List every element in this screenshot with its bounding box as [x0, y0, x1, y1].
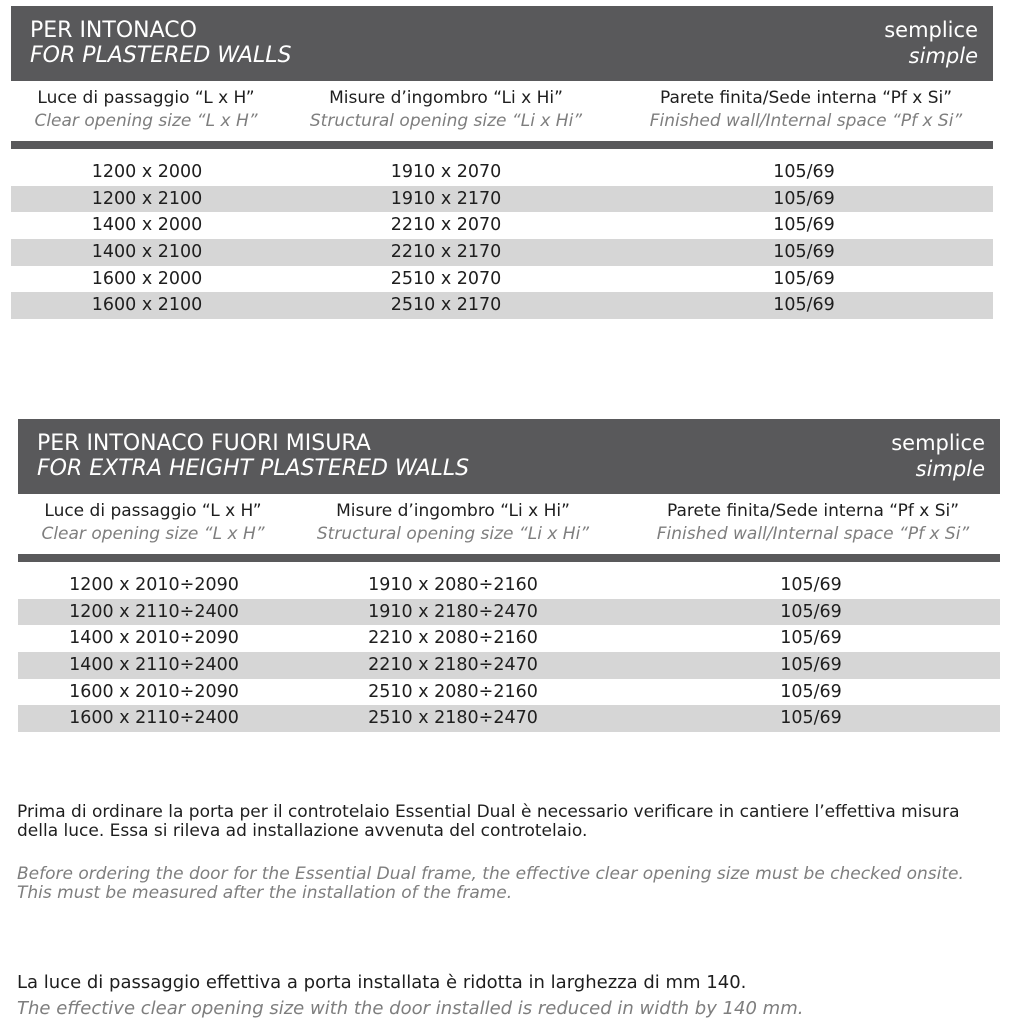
- header-en: Finished wall/Internal space “Pf x Si”: [649, 111, 963, 131]
- cell-clear-opening: 1200 x 2010÷2090: [69, 575, 239, 595]
- header-it: Misure d’ingombro “Li x Hi”: [336, 501, 570, 521]
- table-banner: [11, 6, 993, 81]
- table-row: [11, 292, 993, 319]
- cell-finished-wall: 105/69: [780, 681, 842, 702]
- header-it: Misure d’ingombro “Li x Hi”: [329, 88, 563, 108]
- table-title-it: PER INTONACO: [30, 18, 197, 43]
- column-header-structural-opening: [308, 500, 598, 545]
- table-body: [18, 572, 1000, 732]
- table-row: [11, 239, 993, 266]
- cell-structural-opening: 2210 x 2070: [390, 215, 502, 236]
- table-body: [11, 159, 993, 319]
- cell-finished-wall: 105/69: [773, 242, 835, 263]
- table-row: [11, 186, 993, 213]
- table-row: [11, 212, 993, 239]
- cell-finished-wall: 105/69: [780, 655, 842, 676]
- cell-structural-opening: 2210 x 2080÷2160: [368, 628, 538, 649]
- table-row: [18, 705, 1000, 732]
- cell-clear-opening: 1600 x 2010÷2090: [69, 681, 239, 702]
- note-reduction-it: La luce di passaggio effettiva a porta installata è ridotta in larghezza di mm 140.: [17, 972, 747, 993]
- cell-structural-opening: 1910 x 2070: [390, 162, 502, 182]
- header-divider: [11, 141, 993, 149]
- column-header-structural-opening: [301, 87, 591, 132]
- cell-structural-opening: 1910 x 2170: [390, 188, 502, 209]
- cell-finished-wall: 105/69: [780, 575, 842, 595]
- variant-label-en: simple: [915, 457, 985, 481]
- cell-structural-opening: 2210 x 2180÷2470: [368, 655, 538, 676]
- cell-finished-wall: 105/69: [780, 601, 842, 622]
- cell-finished-wall: 105/69: [773, 215, 835, 236]
- cell-structural-opening: 2210 x 2170: [390, 242, 502, 263]
- column-header-clear-opening: [11, 87, 281, 132]
- note-verify-it: Prima di ordinare la porta per il controtelaio Essential Dual è necessario verificare in cantiere l’effettiva misura della luce. Essa si rileva ad installazione avvenuta del controtelaio.: [17, 802, 960, 841]
- cell-clear-opening: 1600 x 2110÷2400: [69, 708, 239, 729]
- table-row: [18, 679, 1000, 706]
- table-row: [18, 599, 1000, 626]
- column-header-finished-wall: [626, 87, 986, 132]
- column-headers: [11, 81, 993, 137]
- table-row: [11, 159, 993, 186]
- header-divider: [18, 554, 1000, 562]
- cell-structural-opening: 2510 x 2080÷2160: [368, 681, 538, 702]
- cell-finished-wall: 105/69: [773, 162, 835, 182]
- table-title-en: FOR PLASTERED WALLS: [30, 43, 292, 68]
- column-header-finished-wall: [633, 500, 993, 545]
- table-row: [18, 625, 1000, 652]
- cell-finished-wall: 105/69: [773, 295, 835, 316]
- header-it: Parete finita/Sede interna “Pf x Si”: [659, 88, 953, 108]
- cell-clear-opening: 1400 x 2110÷2400: [69, 655, 239, 676]
- table-title-en: FOR EXTRA HEIGHT PLASTERED WALLS: [37, 456, 470, 481]
- cell-finished-wall: 105/69: [780, 628, 842, 649]
- variant-label-it: semplice: [891, 431, 985, 455]
- cell-clear-opening: 1600 x 2000: [91, 268, 203, 289]
- header-en: Clear opening size “L x H”: [41, 524, 265, 544]
- column-header-clear-opening: [18, 500, 288, 545]
- table-row: [18, 572, 1000, 599]
- cell-finished-wall: 105/69: [773, 188, 835, 209]
- cell-structural-opening: 2510 x 2170: [390, 295, 502, 316]
- table-row: [18, 652, 1000, 679]
- header-it: Parete finita/Sede interna “Pf x Si”: [666, 501, 960, 521]
- cell-finished-wall: 105/69: [773, 268, 835, 289]
- table-banner: [18, 419, 1000, 494]
- cell-clear-opening: 1400 x 2000: [91, 215, 203, 236]
- header-en: Structural opening size “Li x Hi”: [316, 524, 590, 544]
- header-it: Luce di passaggio “L x H”: [37, 88, 255, 108]
- cell-structural-opening: 2510 x 2180÷2470: [368, 708, 538, 729]
- cell-clear-opening: 1400 x 2010÷2090: [69, 628, 239, 649]
- table-row: [11, 266, 993, 293]
- header-en: Finished wall/Internal space “Pf x Si”: [656, 524, 970, 544]
- cell-finished-wall: 105/69: [780, 708, 842, 729]
- header-it: Luce di passaggio “L x H”: [44, 501, 262, 521]
- column-headers: [18, 494, 1000, 550]
- variant-label-it: semplice: [884, 18, 978, 42]
- cell-clear-opening: 1200 x 2000: [91, 162, 203, 182]
- cell-clear-opening: 1400 x 2100: [91, 242, 203, 263]
- cell-clear-opening: 1200 x 2100: [91, 188, 203, 209]
- note-reduction-en: The effective clear opening size with the door installed is reduced in width by 140 mm.: [17, 998, 804, 1019]
- cell-structural-opening: 1910 x 2080÷2160: [368, 575, 538, 595]
- cell-structural-opening: 1910 x 2180÷2470: [368, 601, 538, 622]
- cell-structural-opening: 2510 x 2070: [390, 268, 502, 289]
- cell-clear-opening: 1600 x 2100: [91, 295, 203, 316]
- table-title-it: PER INTONACO FUORI MISURA: [37, 431, 371, 456]
- header-en: Clear opening size “L x H”: [34, 111, 258, 131]
- table-extra-height-walls: [18, 419, 1000, 732]
- variant-label-en: simple: [908, 44, 978, 68]
- table-plastered-walls: [11, 6, 993, 319]
- header-en: Structural opening size “Li x Hi”: [309, 111, 583, 131]
- note-verify-en: Before ordering the door for the Essential Dual frame, the effective clear opening size must be checked onsite. This must be measured after the installation of the frame.: [17, 864, 964, 903]
- cell-clear-opening: 1200 x 2110÷2400: [69, 601, 239, 622]
